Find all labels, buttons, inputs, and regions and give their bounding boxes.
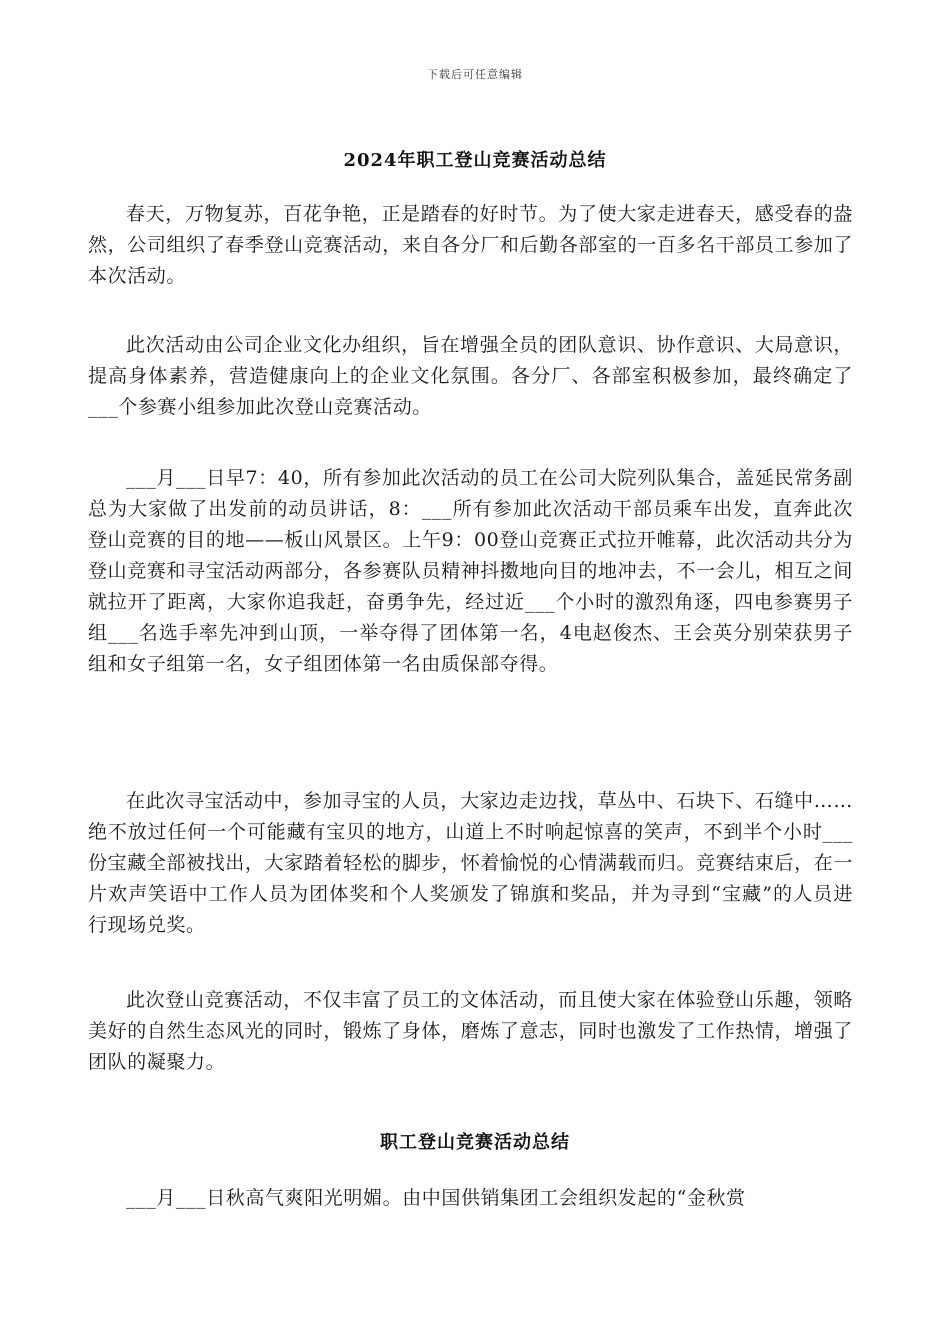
- header-note: 下载后可任意编辑: [427, 68, 523, 81]
- second-paragraph-1: ___月___日秋高气爽阳光明媚。由中国供销集团工会组织发起的“金秋赏: [126, 1187, 746, 1209]
- paragraph-5: 此次登山竞赛活动，不仅丰富了员工的文体活动，而且使大家在体验登山乐趣，领略美好的自然生态风光的同时，锻炼了身体，磨炼了意志，同时也激发了工作热情，增强了团队的凝聚力。: [88, 989, 853, 1073]
- paragraph-3: ___月___日早7：40，所有参加此次活动的员工在公司大院列队集合，盖延民常务副总为大家做了出发前的动员讲话，8：___所有参加此次活动干部员乘车出发，直奔此次登山竞赛的目的地——板山风景区。上午9：00登山竞赛正式拉开帷幕，此次活动共分为登山竞赛和寻宝活动两部分，各参赛队员精神抖擞地向目的地冲去，不一会儿，相互之间就拉开了距离，大家你追我赶，奋勇争先，经过近___个小时的激烈角逐，四电参赛男子组___名选手率先冲到山顶，一举夺得了团体第一名，4电赵俊杰、王会英分别荣获男子组和女子组第一名，女子组团体第一名由质保部夺得。: [88, 467, 853, 675]
- document-title: 2024年职工登山竞赛活动总结: [343, 150, 607, 171]
- second-document-title: 职工登山竞赛活动总结: [380, 1132, 570, 1153]
- paragraph-2: 此次活动由公司企业文化办组织，旨在增强全员的团队意识、协作意识、大局意识，提高身体素养，营造健康向上的企业文化氛围。各分厂、各部室积极参加，最终确定了___个参赛小组参加此次登山竞赛活动。: [88, 334, 853, 418]
- paragraph-4: 在此次寻宝活动中，参加寻宝的人员，大家边走边找，草丛中、石块下、石缝中……绝不放过任何一个可能藏有宝贝的地方，山道上不时响起惊喜的笑声，不到半个小时___份宝藏全部被找出，大家踏着轻松的脚步，怀着愉悦的心情满载而归。竞赛结束后，在一片欢声笑语中工作人员为团体奖和个人奖颁发了锦旗和奖品，并为寻到“宝藏”的人员进行现场兑奖。: [88, 790, 853, 936]
- paragraph-1: 春天，万物复苏，百花争艳，正是踏春的好时节。为了使大家走进春天，感受春的盎然，公司组织了春季登山竞赛活动，来自各分厂和后勤各部室的一百多名干部员工参加了本次活动。: [88, 203, 853, 287]
